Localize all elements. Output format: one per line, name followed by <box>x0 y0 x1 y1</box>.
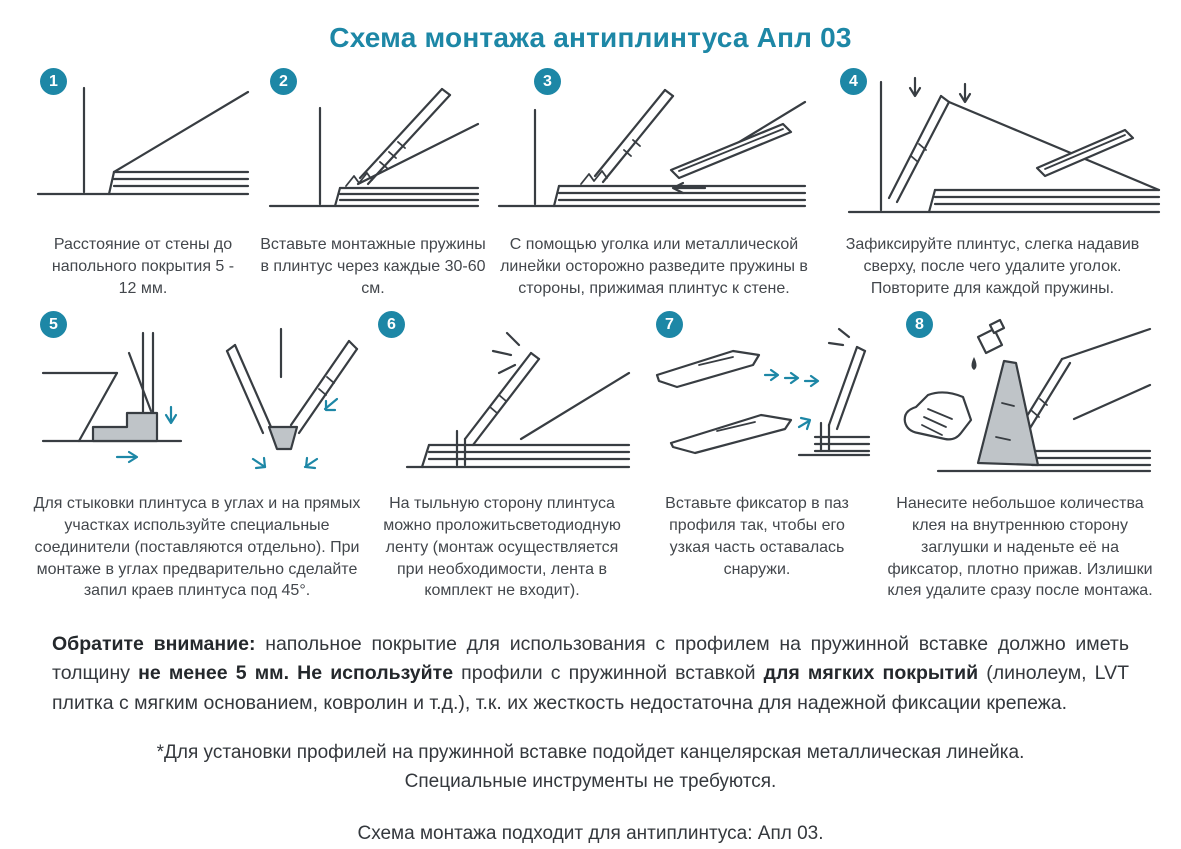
step-7-caption: Вставьте фиксатор в паз профиля так, чтобы его узкая часть оставалась снаружи. <box>665 495 849 578</box>
step-card-7 <box>638 311 876 580</box>
step-3-illustration <box>493 72 815 224</box>
step-1-caption: Расстояние от стены до напольного покрытия 5 - 12 мм. <box>51 236 235 297</box>
step-1-illustration <box>32 72 254 224</box>
step-card-2 <box>258 68 488 299</box>
press-down-arrow-icon <box>166 407 176 423</box>
step-card-5 <box>28 311 366 602</box>
step-3-caption: С помощью уголка или металлической линейки осторожно разведите пружины в стороны, прижимая плинтус к стене. <box>500 236 808 297</box>
led-rays-icon <box>829 329 849 345</box>
fixator-icon <box>657 351 759 387</box>
steps-row-2 <box>0 311 1181 602</box>
floor-covering-layers <box>799 437 869 455</box>
step-card-3 <box>488 68 820 299</box>
led-rays-icon <box>493 333 519 373</box>
step-6-number-badge: 6 <box>378 311 405 338</box>
plinth-profile <box>360 89 450 184</box>
floor-covering-layers <box>335 188 478 206</box>
corner-arrow-icon <box>325 399 337 410</box>
installation-scheme-page <box>0 22 1181 849</box>
covering-surface-line <box>949 102 1159 190</box>
steps-row-1 <box>0 68 1181 299</box>
step-8-caption: Нанесите небольшое количества клея на внутреннюю сторону заглушки и наденьте её на фиксатор, плотно прижав. Излишки клея удалите сразу после монтажа. <box>887 495 1153 600</box>
straight-joint-drawing <box>43 333 181 462</box>
step-3-number-badge: 3 <box>534 68 561 95</box>
step-card-8 <box>876 311 1164 602</box>
glue-bottle-icon <box>972 320 1005 370</box>
plinth-profile <box>821 347 865 451</box>
step-5-illustration <box>31 315 363 483</box>
floor-covering-layers <box>1032 451 1150 465</box>
covering-surface-line <box>521 373 629 439</box>
step-4-number-badge: 4 <box>840 68 867 95</box>
footnote-tools-1: *Для установки профилей на пружинной вставке подойдет канцелярская металлическая линейка. <box>156 741 1025 763</box>
corner-joint-drawing <box>227 329 357 468</box>
step-card-4 <box>820 68 1165 299</box>
press-down-arrow-icon <box>960 84 970 102</box>
wall-corner-line <box>1062 329 1150 359</box>
step-8-illustration <box>882 315 1158 483</box>
corner-connector-icon <box>269 427 297 449</box>
metal-ruler-icon <box>671 124 791 178</box>
floor-covering-layers <box>422 445 629 467</box>
step-4-caption: Зафиксируйте плинтус, слегка надавив сверху, после чего удалите уголок. Повторите для каждой пружины. <box>845 236 1140 297</box>
straight-connector-icon <box>93 413 157 441</box>
step-2-caption: Вставьте монтажные пружины в плинтус через каждые 30-60 см. <box>260 236 486 297</box>
step-7-illustration <box>643 315 871 483</box>
push-left-arrow-icon <box>673 183 705 193</box>
compatibility-note: Схема монтажа подходит для антиплинтуса: Апл 03. <box>357 822 824 844</box>
step-6-caption: На тыльную сторону плинтуса можно проложитьсветодиодную ленту (монтаж осуществляется при необходимости, лента в комплект не входит). <box>383 495 621 600</box>
fixator-icon <box>671 415 791 453</box>
footnote-tools-2: Специальные инструменты не требуются. <box>404 771 777 793</box>
step-2-number-badge: 2 <box>270 68 297 95</box>
floor-covering-layers <box>109 172 248 194</box>
floor-covering-layers <box>929 190 1159 212</box>
step-1-number-badge: 1 <box>40 68 67 95</box>
step-5-caption: Для стыковки плинтуса в углах и на прямых участках используйте специальные соединители (поставляются отдельно). При монтаже в углах предварительно сделайте запил краев плинтуса под 45°. <box>33 495 361 600</box>
hand-icon <box>905 393 971 440</box>
step-card-6 <box>366 311 638 602</box>
step-5-number-badge: 5 <box>40 311 67 338</box>
press-down-arrow-icon <box>910 78 920 96</box>
plinth-profile <box>595 90 673 182</box>
step-2-illustration <box>262 72 484 224</box>
slide-right-arrow-icon <box>117 452 137 462</box>
plinth-profile <box>889 96 949 202</box>
plinth-profile <box>457 353 539 465</box>
step-card-1 <box>28 68 258 299</box>
corner-arrow-icon <box>253 458 265 468</box>
corner-arrow-icon <box>305 458 317 468</box>
step-6-illustration <box>371 315 633 483</box>
wall-corner-line <box>1074 385 1150 419</box>
removed-ruler-icon <box>1037 130 1133 176</box>
step-7-number-badge: 7 <box>656 311 683 338</box>
page-title: Схема монтажа антиплинтуса Апл 03 <box>329 22 852 53</box>
attention-note: Обратите внимание: напольное покрытие для использования с профилем на пружинной вставке должно иметь толщину не менее 5 мм. Не используйте профили с пружинной вставкой для мягких покрытий (линолеум, LVT плитка с мягким основанием, ковролин и т.д.), т.к. их жесткость недостаточна для надежной фиксации крепежа. <box>52 633 1129 714</box>
step-4-illustration <box>823 72 1163 224</box>
covering-surface-line <box>114 92 248 172</box>
step-8-number-badge: 8 <box>906 311 933 338</box>
